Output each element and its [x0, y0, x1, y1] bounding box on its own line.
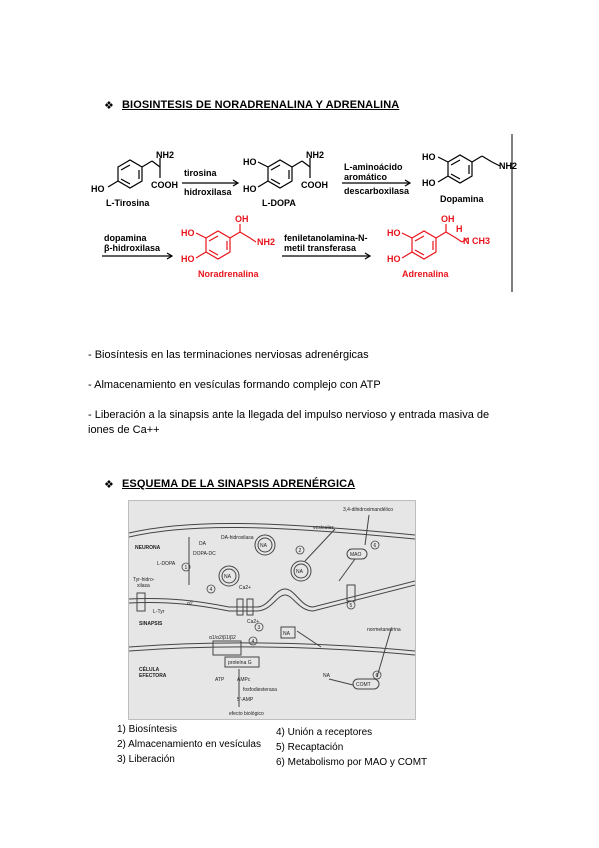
- section-title-biosintesis: BIOSINTESIS DE NORADRENALINA Y ADRENALINA: [122, 99, 400, 111]
- step-number: 4: [209, 587, 213, 593]
- ho-label: HO: [181, 228, 195, 238]
- label-na: NA: [224, 574, 231, 580]
- compound-adrenaline: Adrenalina: [402, 269, 449, 279]
- step-number: 4: [251, 639, 255, 645]
- legend-left: [117, 722, 261, 767]
- nh2-label: NH2: [306, 150, 325, 160]
- label-sinapsis: SINAPSIS: [139, 621, 163, 627]
- label-tyr-hidroxilasa-2: xilasa: [137, 583, 150, 589]
- cooh-label: COOH: [151, 180, 178, 190]
- oh-label: OH: [441, 214, 455, 224]
- label-dihidroxi: 3,4-dihidroximandélico: [343, 507, 394, 513]
- label-alpha2: α2: [187, 601, 193, 607]
- legend-item: 2) Almacenamiento en vesículas: [117, 739, 261, 750]
- compound-ldopa: L-DOPA: [262, 198, 296, 208]
- compound-dopamine: Dopamina: [440, 194, 484, 204]
- label-proteina-g: proteína G: [228, 660, 252, 666]
- ho-label: HO: [181, 254, 195, 264]
- ho-label: HO: [422, 152, 436, 162]
- ho-label: HO: [91, 184, 105, 194]
- enzyme-1-line1: tirosina: [184, 168, 217, 178]
- step-number: 5: [349, 603, 353, 609]
- label-celula: CÉLULA: [139, 667, 160, 673]
- enzyme-2-line1: L-aminoácido: [344, 162, 403, 172]
- label-na: NA: [296, 569, 303, 575]
- biosynthesis-pathway: [0, 0, 599, 300]
- step-number: 6: [373, 543, 377, 549]
- enzyme-4-line1: feniletanolamina-N-: [284, 233, 368, 243]
- label-comt: COMT: [356, 682, 371, 688]
- enzyme-3-line2: β-hidroxilasa: [104, 243, 161, 253]
- label-tyr-hidroxilasa-1: Tyr-hidro-: [133, 577, 155, 583]
- compound-tyrosine: L-Tirosina: [106, 198, 150, 208]
- label-normetanefrina: normetanefrina: [367, 627, 401, 633]
- ho-label: HO: [243, 157, 257, 167]
- step-number: 1: [184, 565, 188, 571]
- enzyme-4-line2: metil transferasa: [284, 243, 357, 253]
- enzyme-2-line3: descarboxilasa: [344, 186, 410, 196]
- ch3-label: CH3: [472, 236, 491, 246]
- legend-item: 3) Liberación: [117, 754, 175, 765]
- label-efecto: efecto biológico: [229, 711, 264, 717]
- label-dopa-dc: DOPA-DC: [193, 551, 216, 557]
- bullet-biosintesis: - Biosíntesis en las terminaciones nerviosas adrenérgicas: [88, 349, 369, 361]
- ho-label: HO: [387, 228, 401, 238]
- enzyme-2-line2: aromático: [344, 172, 388, 182]
- enzyme-1-line2: hidroxilasa: [184, 187, 232, 197]
- label-ca: Ca2+: [239, 585, 252, 591]
- label-ldopa: L-DOPA: [157, 561, 176, 567]
- bullet-liberacion: - Liberación a la sinapsis ante la llegada del impulso nervioso y entrada masiva de iones de Ca++: [88, 409, 490, 436]
- oh-label: OH: [235, 214, 249, 224]
- label-fosfodiesterasa: fosfodiesterasa: [243, 687, 277, 693]
- label-da: DA: [199, 541, 206, 547]
- label-atp: ATP: [215, 677, 225, 683]
- label-na: NA: [260, 543, 267, 549]
- step-number: 6: [375, 673, 379, 679]
- ho-label: HO: [387, 254, 401, 264]
- cooh-label: COOH: [301, 180, 328, 190]
- label-ltyr: L-Tyr: [153, 609, 165, 615]
- legend-item: 5) Recaptación: [276, 742, 344, 753]
- legend-right: [276, 725, 427, 770]
- h-label: H: [456, 224, 463, 234]
- compound-noradrenaline: Noradrenalina: [198, 269, 259, 279]
- section-title-sinapsis: ESQUEMA DE LA SINAPSIS ADRENÉRGICA: [122, 478, 356, 490]
- label-mao: MAO: [350, 552, 362, 558]
- synapse-diagram: [128, 500, 416, 720]
- ho-label: HO: [422, 178, 436, 188]
- ho-label: HO: [243, 184, 257, 194]
- bullet-almacenamiento: - Almacenamiento en vesículas formando complejo con ATP: [88, 379, 381, 391]
- label-neurona: NEURONA: [135, 545, 161, 551]
- step-number: 3: [257, 625, 261, 631]
- label-ca: Ca2+: [247, 619, 260, 625]
- label-na: NA: [323, 673, 330, 679]
- legend-item: 4) Unión a receptores: [276, 727, 373, 738]
- nh2-label: NH2: [257, 237, 276, 247]
- label-vesiculas: vesículas: [313, 525, 334, 531]
- nh2-label: NH2: [156, 150, 175, 160]
- label-receptores: α1/α2/β1/β2: [209, 635, 236, 641]
- label-amp: 5'-AMP: [237, 697, 254, 703]
- enzyme-3-line1: dopamina: [104, 233, 147, 243]
- label-efectora: EFECTORA: [139, 673, 167, 679]
- label-ampc: AMPc: [237, 677, 251, 683]
- section-bullet-icon: ❖: [104, 100, 114, 112]
- legend-item: 6) Metabolismo por MAO y COMT: [276, 757, 428, 768]
- step-number: 2: [298, 548, 302, 554]
- n-label: N: [463, 236, 470, 246]
- nh2-label: NH2: [499, 161, 518, 171]
- label-na: NA: [283, 631, 290, 637]
- label-da-hidroxilasa: DA-hidroxilasa: [221, 535, 254, 541]
- legend-item: 1) Biosíntesis: [117, 724, 178, 735]
- section-bullet-icon: ❖: [104, 479, 114, 491]
